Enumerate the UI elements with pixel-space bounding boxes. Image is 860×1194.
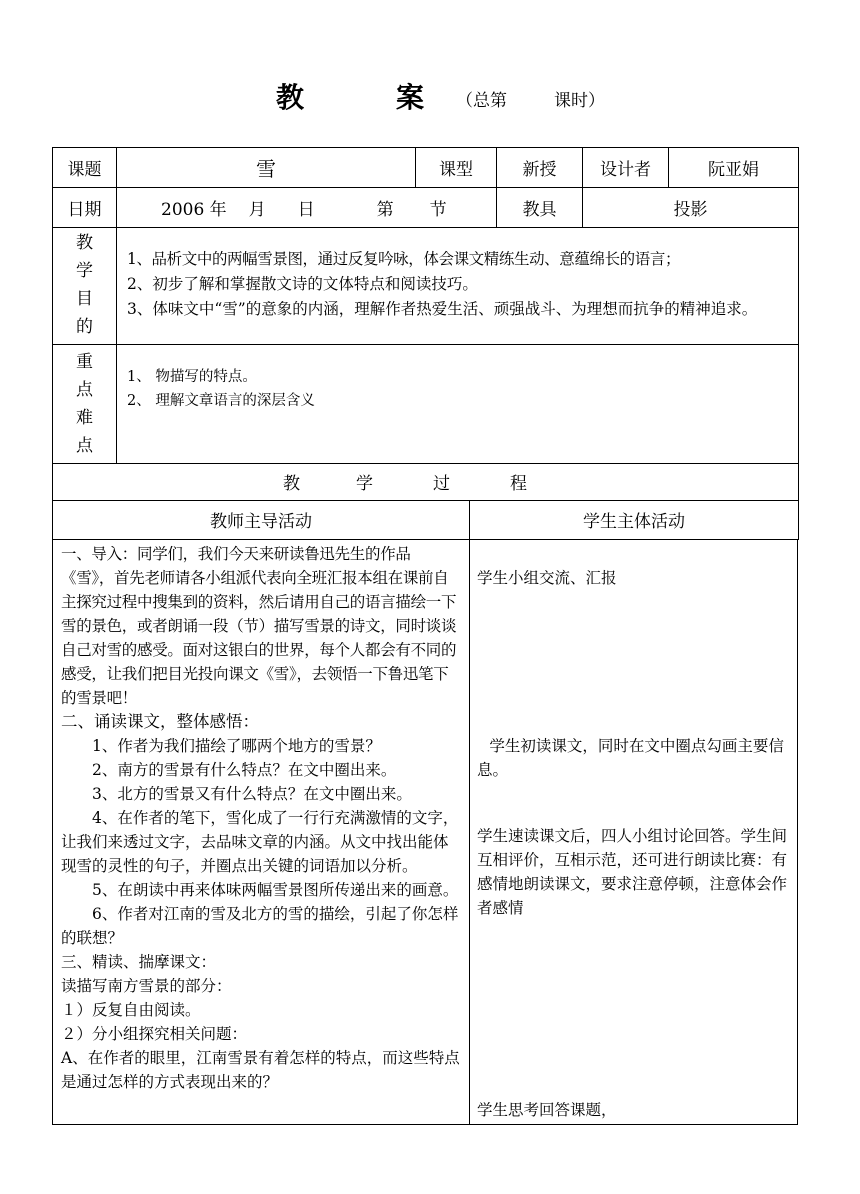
- tools-value: 投影: [583, 188, 799, 228]
- document-title: [0, 76, 860, 116]
- topic-label: 课题: [53, 148, 117, 188]
- teacher-activity-header: 教师主导活动: [53, 501, 470, 539]
- student-activity: 学生小组交流、汇报: [477, 569, 617, 587]
- key-point-item: 1、 物描写的特点。: [127, 368, 257, 385]
- intro-paragraph: 一、导入：同学们，我们今天来研读鲁迅先生的作品《雪》，首先老师请各小组派代表向全班汇报本组在课前自主探究过程中搜集到的资料，然后请用自己的语言描绘一下雪的景色，或者朗诵一段（节）描写雪景的诗文，同时谈谈自己对雪的感受。面对这银白的世界，每个人都会有不同的感受，让我们把目光投向课文《雪》，去领悟一下鲁迅笔下的雪景吧！: [61, 545, 457, 707]
- title-total-prefix: （总第: [456, 91, 507, 111]
- step-item: ２）分小组探究相关问题：: [61, 1025, 248, 1043]
- teacher-activities: [61, 540, 461, 1094]
- lesson-body: [52, 540, 798, 1125]
- question: 6、作者对江南的雪及北方的雪的描绘，引起了你怎样的联想？: [61, 905, 459, 947]
- column-divider: [469, 540, 470, 1124]
- section-heading: 二、诵读课文，整体感悟：: [61, 712, 259, 731]
- section-heading: 三、精读、揣摩课文：: [61, 953, 217, 971]
- type-label: 课型: [416, 148, 497, 188]
- title-char-1: 教: [276, 81, 305, 114]
- objective-item: 1、品析文中的两幅雪景图，通过反复吟咏，体会课文精练生动、意蕴绵长的语言；: [127, 250, 681, 269]
- designer-label: 设计者: [583, 148, 669, 188]
- title-char-2: 案: [396, 81, 425, 114]
- date-value: [117, 188, 497, 228]
- student-activity: 学生初读课文，同时在文中圈点勾画主要信息。: [477, 737, 784, 779]
- objective-item: 2、初步了解和掌握散文诗的文体特点和阅读技巧。: [127, 275, 478, 294]
- objectives-label: 教 学 目 的: [53, 226, 117, 344]
- date-label: 日期: [53, 188, 117, 228]
- question: 2、南方的雪景有什么特点？在文中圈出来。: [92, 761, 397, 779]
- objectives-content: [117, 226, 799, 344]
- question: A、在作者的眼里，江南雪景有着怎样的特点，而这些特点是通过怎样的方式表现出来的？: [61, 1049, 460, 1091]
- date-day: 日: [297, 200, 315, 220]
- objective-item: 3、体味文中“雪”的意象的内涵，理解作者热爱生活、顽强战斗、为理想而抗争的精神追求。: [127, 300, 758, 319]
- date-month: 月: [248, 200, 266, 220]
- date-year: 2006 年: [161, 200, 227, 220]
- question: 1、作者为我们描绘了哪两个地方的雪景？: [92, 737, 381, 755]
- key-point-item: 2、 理解文章语言的深层含义: [127, 392, 315, 409]
- question: 3、北方的雪景又有什么特点？在文中圈出来。: [92, 785, 412, 803]
- period-prefix: 第: [376, 200, 394, 220]
- process-headers: [53, 500, 799, 539]
- process-title: 教 学 过 程: [53, 463, 799, 500]
- reading-task: 读描写南方雪景的部分：: [61, 977, 232, 995]
- tools-label: 教具: [497, 188, 583, 228]
- student-activity: 学生思考回答课题，: [477, 1101, 617, 1119]
- header-table: [52, 147, 799, 228]
- question: 4、在作者的笔下，雪化成了一行行充满激情的文字，让我们来透过文字，去品味文章的内涵。从文中找出能体现雪的灵性的句子，并圈点出关键的词语加以分析。: [61, 809, 459, 875]
- key-points-label: 重 点 难 点: [53, 344, 117, 463]
- period-suffix: 节: [429, 200, 447, 220]
- objectives-table: [52, 226, 799, 540]
- title-total-suffix: 课时）: [554, 91, 605, 111]
- step-item: １）反复自由阅读。: [61, 1001, 201, 1019]
- type-value: 新授: [497, 148, 583, 188]
- topic-value: 雪: [117, 148, 416, 188]
- key-points-content: [117, 344, 799, 463]
- student-activity: 学生速读课文后，四人小组讨论回答。学生间互相评价，互相示范，还可进行朗读比赛：有感情地朗读课文，要求注意停顿，注意体会作者感情: [477, 827, 788, 917]
- student-activity-header: 学生主体活动: [583, 512, 685, 532]
- designer-value: 阮亚娟: [669, 148, 799, 188]
- question: 5、在朗读中再来体味两幅雪景图所传递出来的画意。: [92, 881, 459, 899]
